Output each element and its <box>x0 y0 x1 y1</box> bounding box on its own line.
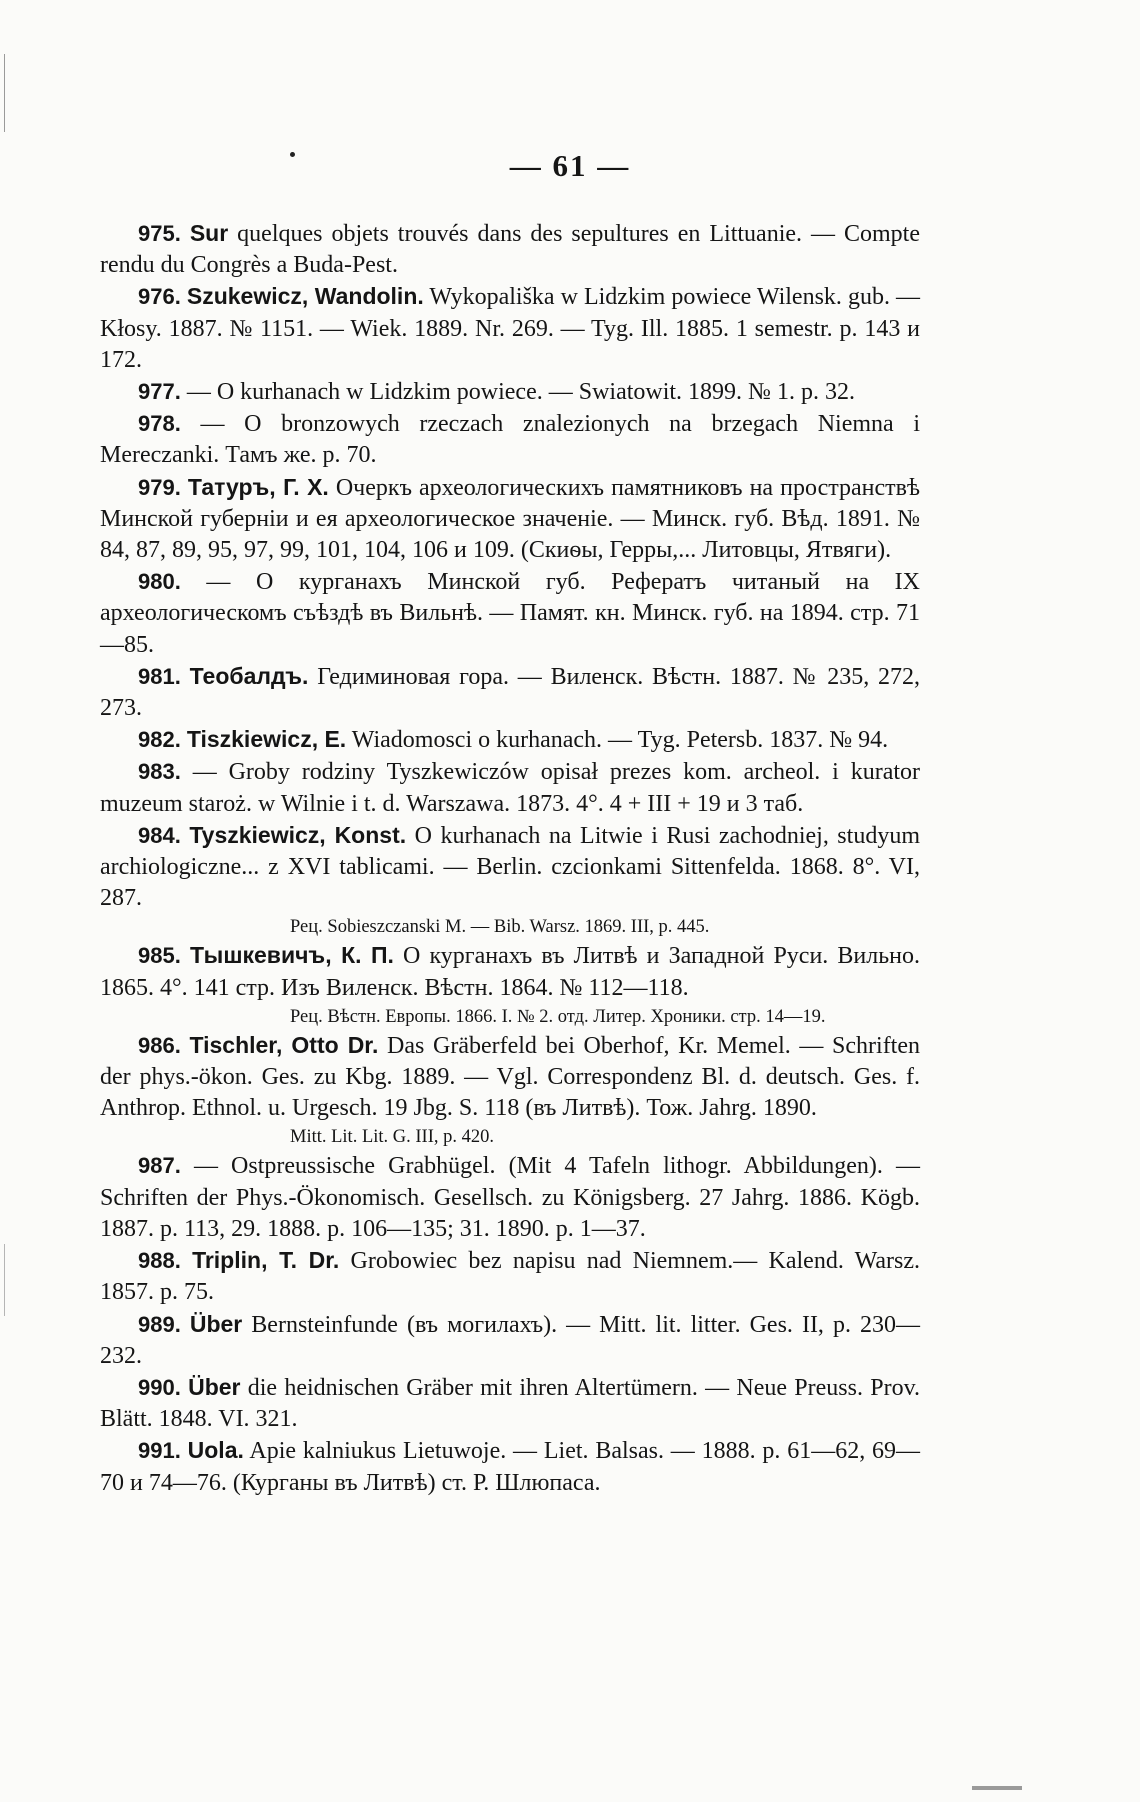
bibliography-entry <box>100 724 920 756</box>
bibliography-entry <box>100 408 920 471</box>
entry-number: 988. <box>138 1248 181 1274</box>
entry-number: 982. <box>138 727 181 753</box>
entry-author: Tischler, Otto Dr. <box>189 1031 379 1058</box>
entry-text: O kurhanach na Litwie i Rusi zachodniej, studyum archiologiczne... z XVI tablicami. — Berlin. czcionkami Sittenfelda. 1868. 8°. VI, 287. <box>100 822 920 912</box>
entry-text: — O bronzowych rzeczach znalezionych na brzegach Niemna i Mereczanki. Тамъ же. p. 70. <box>100 411 920 469</box>
entry-number: 985. <box>138 943 181 969</box>
entry-number: 976. <box>138 284 181 310</box>
entry-text: Bernsteinfunde (въ могилахъ). — Mitt. lit. litter. Ges. II, p. 230—232. <box>100 1311 920 1369</box>
entry-number: 983. <box>138 759 181 785</box>
entry-number: 981. <box>138 663 181 689</box>
entry-text: Das Gräberfeld bei Oberhof, Kr. Memel. — Schriften der phys.-ökon. Ges. zu Kbg. 1889. — Vgl. Correspondenz Bl. d. deutsch. Ges. f. Anthrop. Ethnol. u. Urgesch. 19 Jbg. S. 118 (въ Литвѣ). Тож. Jahrg. 1890. <box>100 1032 921 1122</box>
bibliography-entry <box>100 820 920 915</box>
entry-text: Очеркъ археологическихъ памятниковъ на пространствѣ Минской губерніи и ея археологическое значеніе. — Минск. губ. Вѣд. 1891. № 84, 87, 89, 95, 97, 99, 101, 104, 106 и 109. (Скиѳы, Герры,... Литовцы, Ятвяги). <box>100 474 920 564</box>
bibliography-entry <box>100 472 920 567</box>
bibliography-entry <box>100 940 920 1003</box>
entry-text: Grobowiec bez napisu nad Niemnem.— Kalend. Warsz. 1857. p. 75. <box>100 1248 920 1306</box>
bibliography-entry <box>100 756 920 819</box>
bibliography-entry <box>100 1435 920 1498</box>
entry-author: Sur <box>189 220 229 246</box>
entry-number: 989. <box>138 1311 181 1337</box>
bibliography-entry <box>100 661 920 724</box>
bibliography-entry <box>100 1309 920 1372</box>
bibliography-entry <box>100 1372 920 1435</box>
entry-number: 977. <box>138 379 181 405</box>
entry-author: Szukewicz, Wandolin. <box>186 283 424 310</box>
bibliography-entry <box>100 1030 920 1125</box>
entry-text: quelques objets trouvés dans des sepultures en Littuanie. — Compte rendu du Congrès a Buda-Pest. <box>100 221 921 279</box>
entry-text: — Groby rodziny Tyszkewiczów opisał prezes kom. archeol. i kurator muzeum staroż. w Wilnie i t. d. Warszawa. 1873. 4°. 4 + III + 19 и 3 таб. <box>100 759 920 817</box>
review-note: Рец. Вѣстн. Европы. 1866. I. № 2. отд. Литер. Хроники. стр. 14—19. <box>290 1006 826 1027</box>
bibliography-entry <box>100 1245 920 1308</box>
entry-author: Тышкевичъ, К. П. <box>189 942 394 969</box>
bibliography-entry <box>100 218 920 281</box>
entry-number: 980. <box>138 569 181 595</box>
entry-author: Tiszkiewicz, E. <box>186 726 347 753</box>
entry-text: Wykopališka w Lidzkim powiece Wilensk. gub. — Kłosy. 1887. № 1151. — Wiek. 1889. Nr. 269. — Tyg. Ill. 1885. 1 semestr. p. 143 и 172. <box>100 284 921 373</box>
bibliography-entry <box>100 376 920 408</box>
entry-number: 984. <box>138 822 181 848</box>
scan-margin-mark <box>4 1244 5 1316</box>
entry-author: Татуръ, Г. Х. <box>187 473 329 500</box>
entry-author: Uola. <box>187 1437 244 1464</box>
bibliography-list <box>100 218 920 1499</box>
entry-author: Über <box>189 1310 243 1337</box>
entry-author: Triplin, T. Dr. <box>192 1247 340 1274</box>
entry-text: — Ostpreussische Grabhügel. (Mit 4 Tafeln lithogr. Abbildungen). — Schriften der Phys.-Ökonomisch. Gesellsch. zu Königsberg. 27 Jahrg. 1886. Kögb. 1887. p. 113, 29. 1888. p. 106—135; 31. 1890. p. 1—37. <box>100 1153 920 1242</box>
entry-number: 978. <box>138 411 181 437</box>
review-note: Рец. Sobieszczanski M. — Bib. Warsz. 1869. III, p. 445. <box>290 917 710 938</box>
scan-edge-mark <box>972 1786 1022 1790</box>
entry-number: 979. <box>138 474 181 500</box>
entry-number: 987. <box>138 1153 181 1179</box>
entry-author: Über <box>188 1373 241 1400</box>
entry-number: 991. <box>138 1438 181 1464</box>
entry-text: — О курганахъ Минской губ. Рефератъ читаный на IX археологическомъ съѣздѣ въ Вильнѣ. — Памят. кн. Минск. губ. на 1894. стр. 71—85. <box>100 569 920 658</box>
entry-text: Wiadomosci o kurhanach. — Tyg. Petersb. 1837. № 94. <box>346 727 889 754</box>
entry-text: die heidnischen Gräber mit ihren Altertümern. — Neue Preuss. Prov. Blätt. 1848. VI. 321. <box>100 1374 921 1433</box>
bibliography-entry <box>100 566 920 661</box>
entry-number: 975. <box>138 221 181 246</box>
scan-margin-mark <box>4 54 5 132</box>
entry-number: 990. <box>138 1374 181 1400</box>
review-note: Mitt. Lit. Lit. G. III, p. 420. <box>290 1127 494 1148</box>
entry-text: Apie kalniukus Lietuwoje. — Liet. Balsas. — 1888. p. 61—62, 69—70 и 74—76. (Курганы въ Литвѣ) ст. Р. Шлюпаса. <box>100 1438 921 1496</box>
bibliography-entry <box>100 281 920 376</box>
page-number: — 61 — <box>509 148 631 183</box>
entry-number: 986. <box>138 1032 181 1058</box>
entry-text: — O kurhanach w Lidzkim powiece. — Swiatowit. 1899. № 1. p. 32. <box>180 379 855 406</box>
entry-text: Гедиминовая гора. — Виленск. Вѣстн. 1887. № 235, 272, 273. <box>100 663 920 722</box>
bibliography-entry <box>100 1150 920 1245</box>
entry-text: О курганахъ въ Литвѣ и Западной Руси. Вильно. 1865. 4°. 141 стр. Изъ Виленск. Вѣстн. 1864. № 112—118. <box>100 943 921 1001</box>
entry-author: Теобалдъ. <box>189 662 309 689</box>
entry-author: Tyszkiewicz, Konst. <box>189 821 407 848</box>
